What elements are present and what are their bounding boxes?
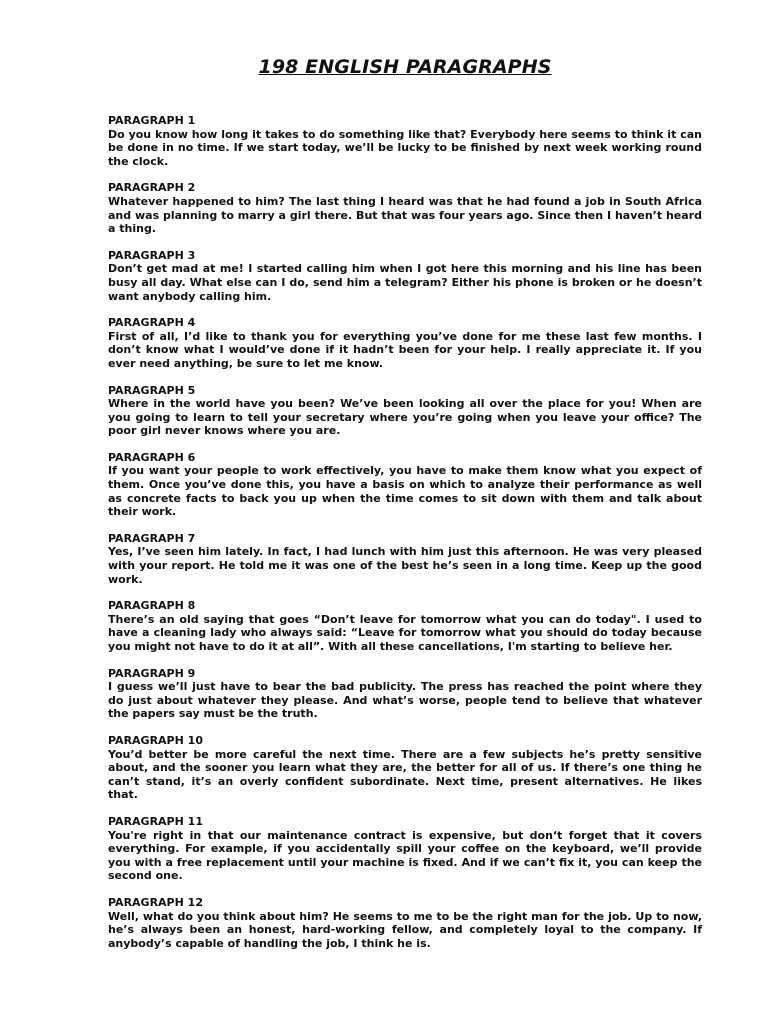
paragraph-heading: PARAGRAPH 10 [108,733,203,747]
paragraph-block [108,451,702,519]
paragraph-text: Yes, I’ve seen him lately. In fact, I had lunch with him just this afternoon. He was very pleased with your report. He told me it was one of the best he’s seen in a long time. Keep up the good work. [108,545,702,586]
paragraph-text: Don’t get mad at me! I started calling him when I got here this morning and his line has been busy all day. What else can I do, send him a telegram? Either his phone is broken or he doesn’t want anybody calling him. [108,262,702,303]
paragraph-block [108,896,702,950]
paragraph-text: There’s an old saying that goes “Don’t leave for tomorrow what you can do today". I used to have a cleaning lady who always said: “Leave for tomorrow what you should do today because you might not have to do it at all”. With all these cancellations, I'm starting to believe her. [108,612,702,653]
paragraph-block [108,316,702,370]
paragraph-heading: PARAGRAPH 5 [108,383,196,397]
paragraph-heading: PARAGRAPH 2 [108,181,196,195]
paragraph-block [108,114,702,168]
paragraph-block [108,384,702,438]
paragraph-text: You're right in that our maintenance contract is expensive, but don‘t forget that it covers everything. For example, if you accidentally spill your coffee on the keyboard, we’ll provide you with a free replacement until your machine is fixed. And if we can’t fix it, you can keep the second one. [108,828,702,883]
document-title: 198 ENGLISH PARAGRAPHS [258,56,552,78]
paragraph-heading: PARAGRAPH 11 [108,814,203,828]
paragraph-text: I guess we’ll just have to bear the bad publicity. The press has reached the point where they do just about whatever they please. And what’s worse, people tend to believe that whatever the papers say must be the truth. [108,680,702,721]
paragraph-heading: PARAGRAPH 4 [108,316,196,330]
paragraph-heading: PARAGRAPH 1 [108,114,196,127]
paragraph-text: Where in the world have you been? We’ve been looking all over the place for you! When are you going to learn to tell your secretary where you’re going when you leave your office? The poor girl never knows where you are. [108,397,702,438]
paragraph-heading: PARAGRAPH 6 [108,450,196,464]
paragraph-block [108,532,702,586]
paragraph-block [108,181,702,235]
paragraph-heading: PARAGRAPH 8 [108,599,196,613]
paragraph-heading: PARAGRAPH 12 [108,895,203,909]
paragraph-text: Whatever happened to him? The last thing I heard was that he had found a job in South Africa and was planning to marry a girl there. But that was four years ago. Since then I haven’t heard a thing. [108,194,702,236]
paragraph-text: If you want your people to work effectively, you have to make them know what you expect of them. Once you’ve done this, you have a basis on which to analyze their performance as well as concrete facts to back you up when the time comes to sit down with them and talk about their work. [108,464,702,519]
paragraph-block [108,599,702,653]
paragraph-block [108,815,702,883]
paragraph-heading: PARAGRAPH 3 [108,248,196,262]
paragraph-text: First of all, I’d like to thank you for everything you’ve done for me these last few months. I don’t know what I would’ve done if it hadn’t been for your help. I really appreciate it. If you ever need anything, be sure to let me know. [108,329,702,370]
paragraph-block [108,734,702,802]
paragraph-text: Do you know how long it takes to do something like that? Everybody here seems to think it can be done in no time. If we start today, we’ll be lucky to be finished by next week working round the clock. [108,127,702,168]
paragraph-heading: PARAGRAPH 7 [108,531,196,545]
paragraph-block [108,249,702,303]
paragraph-block [108,667,702,721]
paragraph-text: You’d better be more careful the next time. There are a few subjects he’s pretty sensitive about, and the sooner you learn what they are, the better for all of us. If there’s one thing he can’t stand, it’s an overly confident subordinate. Next time, present alternatives. He likes that. [108,747,702,802]
paragraph-text: Well, what do you think about him? He seems to me to be the right man for the job. Up to now, he’s always been an honest, hard-working fellow, and completely loyal to the company. If anybody’s capable of handling the job, I think he is. [108,909,702,950]
document-page [108,54,702,963]
paragraph-heading: PARAGRAPH 9 [108,666,196,680]
